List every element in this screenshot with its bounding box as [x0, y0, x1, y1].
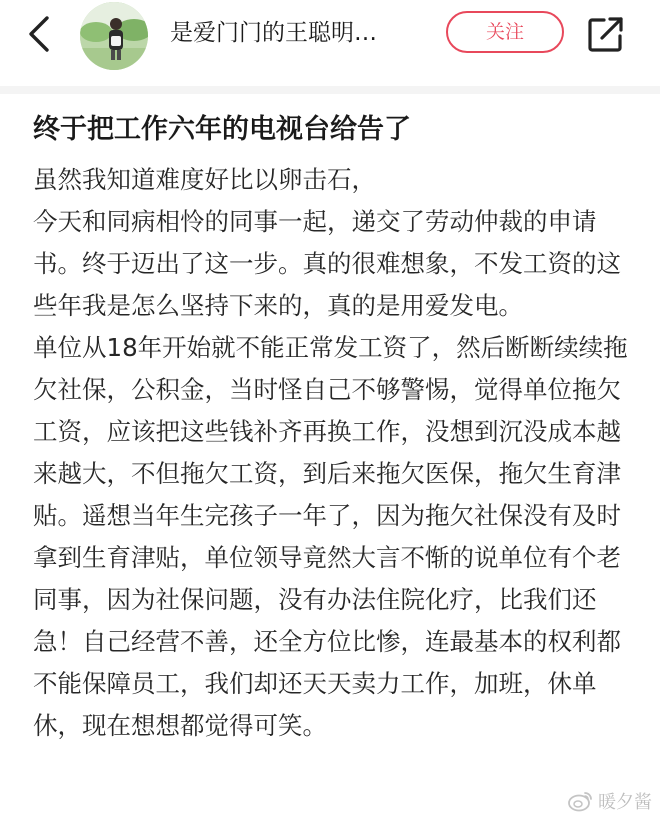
watermark [568, 787, 652, 815]
chevron-left-icon [27, 15, 51, 53]
header-divider [0, 86, 660, 94]
username[interactable]: 是爱门门的王聪明… [170, 20, 377, 46]
weibo-icon [568, 790, 594, 812]
post-paragraph: 虽然我知道难度好比以卵击石， [33, 165, 376, 194]
avatar[interactable] [80, 2, 148, 70]
share-button[interactable] [586, 14, 626, 54]
share-icon [586, 14, 626, 54]
watermark-text: 暖夕酱 [598, 792, 652, 813]
post-paragraph: 今天和同病相怜的同事一起，递交了劳动仲裁的申请书。终于迈出了这一步。真的很难想象，不发工资的这些年我是怎么坚持下来的，真的是用爱发电。 [33, 207, 621, 320]
back-button[interactable] [22, 14, 56, 54]
follow-button[interactable]: 关注 [446, 11, 564, 53]
post-body [33, 159, 638, 747]
post-title: 终于把工作六年的电视台给告了 [33, 114, 411, 145]
top-bar [0, 0, 660, 70]
post-paragraph: 单位从18年开始就不能正常发工资了，然后断断续续拖欠社保，公积金，当时怪自己不够警惕，觉得单位拖欠工资，应该把这些钱补齐再换工作，没想到沉没成本越来越大，不但拖欠工资，到后来拖欠医保，拖欠生育津贴。遥想当年生完孩子一年了，因为拖欠社保没有及时拿到生育津贴，单位领导竟然大言不惭的说单位有个老同事，因为社保问题，没有办法住院化疗，比我们还急！自己经营不善，还全方位比惨，连最基本的权利都不能保障员工，我们却还天天卖力工作，加班，休单休，现在想想都觉得可笑。 [33, 333, 628, 740]
